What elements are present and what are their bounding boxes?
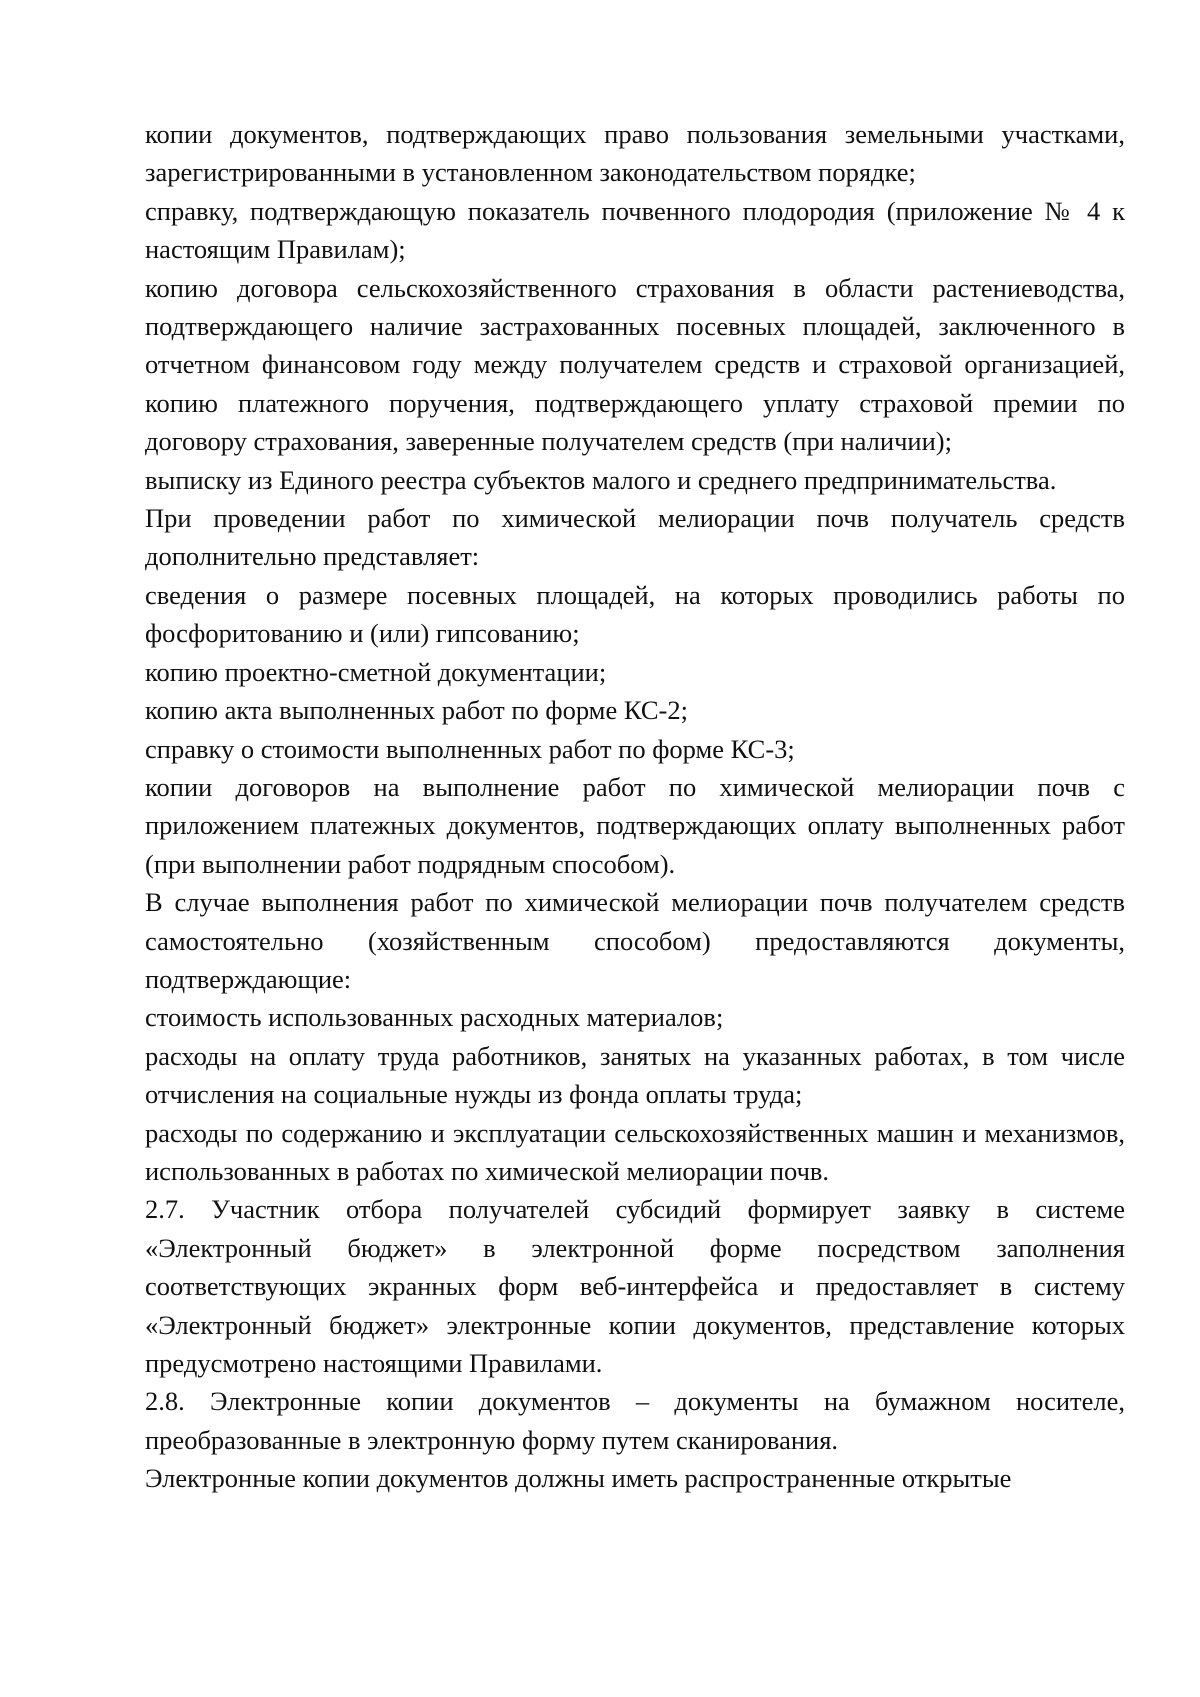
paragraph-smb-registry-extract: выписку из Единого реестра субъектов малого и среднего предпринимательства. — [145, 464, 1057, 495]
paragraph-self-performed-works: В случае выполнения работ по химической мелиорации почв получателем средств самостоятельно (хозяйственным способом) предоставляются документы, подтверждающие: — [145, 887, 1125, 994]
paragraph-materials-cost: стоимость использованных расходных материалов; — [145, 1002, 724, 1033]
paragraph-labor-costs: расходы на оплату труда работников, занятых на указанных работах, в том числе отчисления на социальные нужды из фонда оплаты труда; — [145, 1040, 1125, 1110]
paragraph-design-estimate-copy: копию проектно-сметной документации; — [145, 656, 607, 687]
paragraph-soil-fertility-certificate: справку, подтверждающую показатель почвенного плодородия (приложение № 4 к настоящим Правилам); — [145, 195, 1125, 265]
paragraph-electronic-copies-formats: Электронные копии документов должны иметь распространенные открытые — [145, 1463, 1012, 1494]
paragraph-ks2-act-copy: копию акта выполненных работ по форме КС-2; — [145, 695, 688, 726]
paragraph-section-2-8: 2.8. Электронные копии документов – документы на бумажном носителе, преобразованные в электронную форму путем сканирования. — [145, 1386, 1125, 1455]
paragraph-insurance-contract-copy: копию договора сельскохозяйственного страхования в области растениеводства, подтверждающего наличие застрахованных посевных площадей, заключенного в отчетном финансовом году между получателем средств и страховой организацией, копию платежного поручения, подтверждающего уплату страховой премии по договору страхования, заверенные получателем средств (при наличии); — [145, 272, 1125, 457]
paragraph-land-rights-copies: копии документов, подтверждающих право пользования земельными участками, зарегистрированными в установленном законодательством порядке; — [145, 119, 1125, 188]
paragraph-sown-area-info: сведения о размере посевных площадей, на которых проводились работы по фосфоритованию и (или) гипсованию; — [145, 579, 1125, 649]
paragraph-ks3-certificate: справку о стоимости выполненных работ по форме КС-3; — [145, 733, 795, 764]
paragraph-machinery-costs: расходы по содержанию и эксплуатации сельскохозяйственных машин и механизмов, использованных в работах по химической мелиорации почв. — [145, 1117, 1125, 1186]
paragraph-chemical-melioration-intro: При проведении работ по химической мелиорации почв получатель средств дополнительно представляет: — [145, 503, 1125, 572]
document-body — [145, 115, 1125, 1498]
paragraph-contractor-agreements: копии договоров на выполнение работ по химической мелиорации почв с приложением платежных документов, подтверждающих оплату выполненных работ (при выполнении работ подрядным способом). — [145, 771, 1125, 879]
paragraph-section-2-7: 2.7. Участник отбора получателей субсидий формирует заявку в системе «Электронный бюджет» в электронной форме посредством заполнения соответствующих экранных форм веб-интерфейса и предоставляет в систему «Электронный бюджет» электронные копии документов, представление которых предусмотрено настоящими Правилами. — [145, 1194, 1125, 1378]
